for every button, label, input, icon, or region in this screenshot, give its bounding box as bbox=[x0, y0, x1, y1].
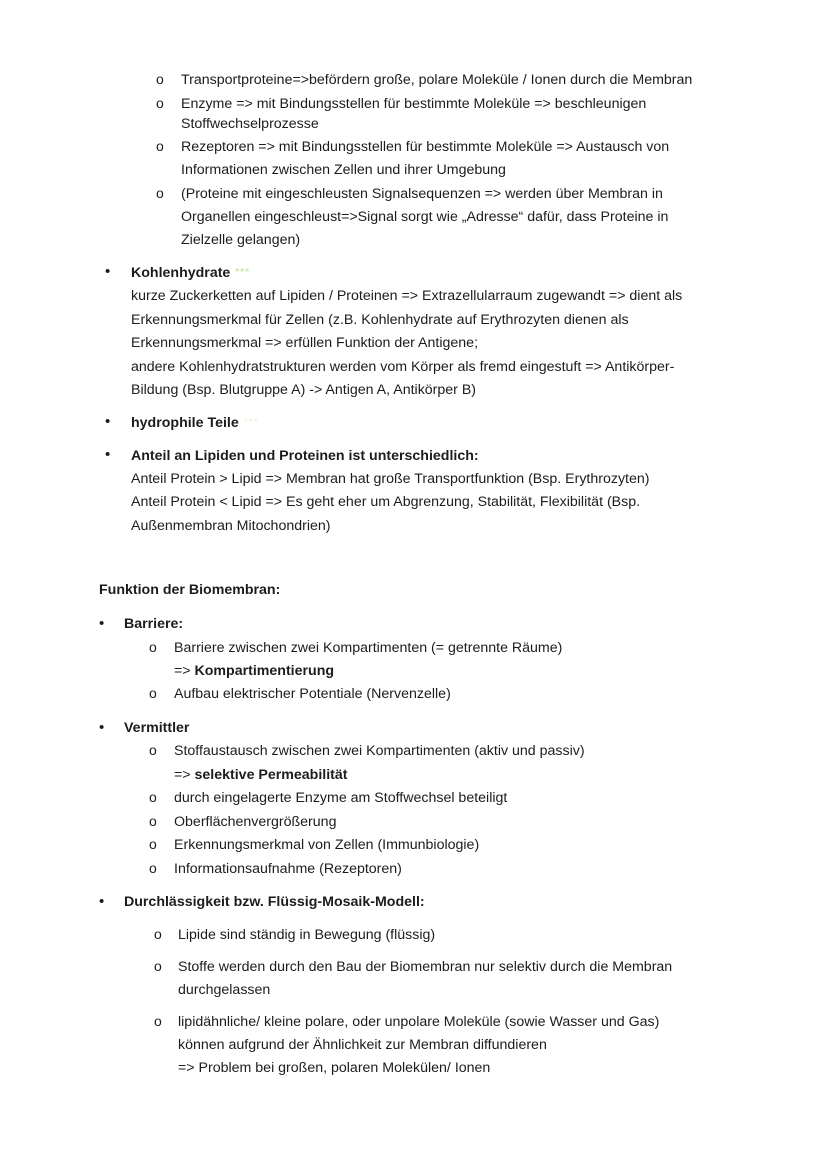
list-item-line: Stoffe werden durch den Bau der Biomembran nur selektiv durch die Membran bbox=[178, 959, 673, 975]
section-heading-vermittler: Vermittler bbox=[124, 720, 190, 736]
list-item-line: lipidähnliche/ kleine polare, oder unpolare Moleküle (sowie Wasser und Gas) bbox=[178, 1014, 660, 1030]
section-heading-barriere: Barriere: bbox=[124, 616, 184, 632]
list-item-line: Stoffwechselprozesse bbox=[181, 116, 319, 132]
paragraph-line: Außenmembran Mitochondrien) bbox=[131, 518, 331, 534]
list-item-line: Informationen zwischen Zellen und ihrer Umgebung bbox=[181, 162, 506, 178]
list-item-line: Informationsaufnahme (Rezeptoren) bbox=[174, 861, 402, 877]
bullet-icon: • bbox=[105, 413, 111, 430]
paragraph-line: Erkennungsmerkmal für Zellen (z.B. Kohlenhydrate auf Erythrozyten dienen als bbox=[131, 312, 629, 328]
paragraph-line: Bildung (Bsp. Blutgruppe A) -> Antigen A, Antikörper B) bbox=[131, 382, 477, 398]
list-item-line: => selektive Permeabilität bbox=[174, 767, 348, 783]
circle-bullet-icon: o bbox=[156, 95, 164, 111]
circle-bullet-icon: o bbox=[149, 742, 157, 758]
list-item-line: Zielzelle gelangen) bbox=[181, 232, 301, 248]
circle-bullet-icon: o bbox=[149, 860, 157, 876]
paragraph-line: kurze Zuckerketten auf Lipiden / Proteinen => Extrazellularraum zugewandt => dient als bbox=[131, 288, 683, 304]
circle-bullet-icon: o bbox=[156, 138, 164, 154]
bullet-icon: • bbox=[105, 263, 111, 280]
bullet-icon: • bbox=[99, 615, 105, 632]
section-heading-durchlaessigkeit: Durchlässigkeit bzw. Flüssig-Mosaik-Modell: bbox=[124, 894, 425, 910]
list-item-line: (Proteine mit eingeschleusten Signalsequenzen => werden über Membran in bbox=[181, 186, 663, 202]
list-item-line: Organellen eingeschleust=>Signal sorgt wie „Adresse“ dafür, dass Proteine in bbox=[181, 209, 669, 225]
list-item-line: Stoffaustausch zwischen zwei Kompartimenten (aktiv und passiv) bbox=[174, 743, 585, 759]
section-heading-anteil: Anteil an Lipiden und Proteinen ist unterschiedlich: bbox=[131, 448, 479, 464]
circle-bullet-icon: o bbox=[149, 685, 157, 701]
list-item-line: Erkennungsmerkmal von Zellen (Immunbiologie) bbox=[174, 837, 480, 853]
circle-bullet-icon: o bbox=[154, 958, 162, 974]
list-item-line: durchgelassen bbox=[178, 982, 271, 998]
list-item-line: Lipide sind ständig in Bewegung (flüssig) bbox=[178, 927, 436, 943]
circle-bullet-icon: o bbox=[149, 813, 157, 829]
stars-icon: *** bbox=[235, 267, 251, 278]
list-item-line: durch eingelagerte Enzyme am Stoffwechsel beteiligt bbox=[174, 790, 508, 806]
circle-bullet-icon: o bbox=[154, 926, 162, 942]
list-item-line: können aufgrund der Ähnlichkeit zur Membran diffundieren bbox=[178, 1037, 547, 1053]
list-item-line: Enzyme => mit Bindungsstellen für bestimmte Moleküle => beschleunigen bbox=[181, 96, 647, 112]
list-item-line: Barriere zwischen zwei Kompartimenten (= getrennte Räume) bbox=[174, 640, 563, 656]
bullet-icon: • bbox=[99, 893, 105, 910]
circle-bullet-icon: o bbox=[149, 639, 157, 655]
stars-icon: *** bbox=[243, 417, 259, 428]
circle-bullet-icon: o bbox=[149, 789, 157, 805]
bullet-icon: • bbox=[105, 446, 111, 463]
circle-bullet-icon: o bbox=[156, 71, 164, 87]
list-item-line: Transportproteine=>befördern große, polare Moleküle / Ionen durch die Membran bbox=[181, 72, 693, 88]
circle-bullet-icon: o bbox=[154, 1013, 162, 1029]
list-item-line: => Kompartimentierung bbox=[174, 663, 335, 679]
bullet-icon: • bbox=[99, 719, 105, 736]
circle-bullet-icon: o bbox=[149, 836, 157, 852]
paragraph-line: Anteil Protein > Lipid => Membran hat große Transportfunktion (Bsp. Erythrozyten) bbox=[131, 471, 650, 487]
list-item-line: Rezeptoren => mit Bindungsstellen für bestimmte Moleküle => Austausch von bbox=[181, 139, 670, 155]
paragraph-line: andere Kohlenhydratstrukturen werden vom Körper als fremd eingestuft => Antikörper- bbox=[131, 359, 675, 375]
paragraph-line: Erkennungsmerkmal => erfüllen Funktion der Antigene; bbox=[131, 335, 479, 351]
page-section-title: Funktion der Biomembran: bbox=[99, 582, 281, 598]
list-item-line: => Problem bei großen, polaren Molekülen/ Ionen bbox=[178, 1060, 491, 1076]
paragraph-line: Anteil Protein < Lipid => Es geht eher um Abgrenzung, Stabilität, Flexibilität (Bsp. bbox=[131, 494, 641, 510]
list-item-line: Oberflächenvergrößerung bbox=[174, 814, 337, 830]
circle-bullet-icon: o bbox=[156, 185, 164, 201]
list-item-line: Aufbau elektrischer Potentiale (Nervenzelle) bbox=[174, 686, 451, 702]
section-heading-kohlenhydrate: Kohlenhydrate *** bbox=[131, 265, 251, 281]
section-heading-hydrophile: hydrophile Teile *** bbox=[131, 415, 259, 431]
